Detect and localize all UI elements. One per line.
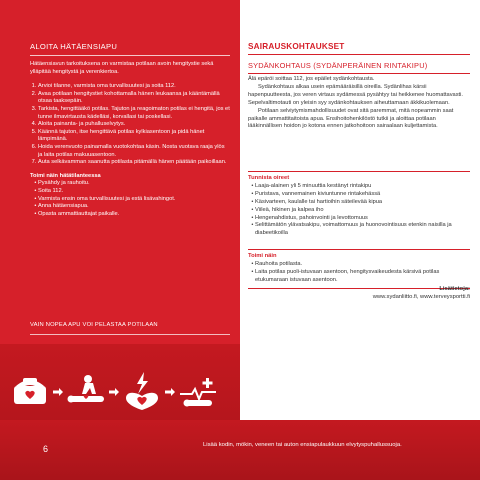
references — [373, 286, 470, 302]
section-body — [248, 76, 470, 131]
step-item: 6. Hoida verenvuoto painamalla vuotokohtaa käsin. Nosta vuotava raaja ylös ja laita potilas makuuasentoon. — [38, 144, 230, 159]
emergency-bullets — [30, 180, 230, 218]
references-label: Lisätietoja: — [439, 286, 470, 292]
symptoms-list — [248, 183, 470, 238]
symptoms-box — [248, 171, 470, 238]
defibrillator-icon — [122, 372, 162, 410]
section-title: SAIRAUSKOHTAUKSET — [248, 42, 345, 51]
references-links[interactable]: www.sydanliitto.fi, www.terveysportti.fi — [372, 293, 470, 300]
emergency-bullet: • Soita 112. — [38, 188, 230, 196]
quick-help-note: VAIN NOPEA APU VOI PELASTAA POTILAAN — [30, 322, 158, 328]
emergency-bullet: • Opasta ammattiauttajat paikalle. — [38, 211, 230, 219]
phone-icon — [10, 372, 50, 410]
body-paragraph: Sydänkohtaus alkaa usein epämääräisillä oireilla. Sydänlihas kärsii hapenpuutteesta, jos veren virtaus sydämessä pysähtyy tai heikkenee huomattavasti. Sepelvaltimotauti on yleisin syy sydänkohtauksen aiheuttamaan äkkikuolemaan. — [248, 83, 463, 106]
right-column — [248, 0, 470, 420]
symptom-item: • Viileä, hikinen ja kalpea iho — [255, 207, 470, 215]
emergency-bullet: • Varmista ensin oma turvallisuutesi ja estä lisävahingot. — [38, 196, 230, 204]
actions-list — [248, 261, 470, 285]
symptom-item: • Hengenahdistus, pahoinvointi ja levottomuus — [255, 215, 470, 223]
step-item: 4. Aloita painanta- ja puhalluselvytys. — [38, 121, 230, 129]
left-intro: Hätäensiavun tarkoituksena on varmistaa potilaan avoin hengitystie sekä ylläpitää hengitystä ja verenkiertoa. — [30, 61, 214, 75]
footer-band — [0, 420, 480, 480]
arrow-icon — [165, 388, 175, 396]
emergency-bullet: • Anna hätäensiapua. — [38, 203, 230, 211]
page-number: 6 — [43, 444, 49, 454]
actions-title: Toimi näin — [248, 253, 277, 259]
first-aid-steps — [30, 83, 230, 167]
emergency-subhead: Toimi näin hätätilanteessa — [30, 172, 101, 179]
left-title: ALOITA HÄTÄENSIAPU — [30, 42, 118, 51]
symptom-item: • Puristava, vannemainen kiviuntunne rintakehässä — [255, 191, 470, 199]
symptoms-title: Tunnista oireet — [248, 175, 290, 181]
body-paragraph: Älä epäröi soittaa 112, jos epäilet sydänkohtausta. — [248, 76, 375, 82]
footer-text: Lisää kodin, mökin, veneen tai auton ensiapulaukkuun elvytyspuhallussuoja. — [203, 442, 402, 448]
arrow-icon — [53, 388, 63, 396]
note-divider — [30, 334, 230, 335]
medical-care-icon — [178, 372, 218, 410]
actions-box — [248, 249, 470, 289]
step-item: 2. Avaa potilaan hengitystiet kohottamalla hänen leukaansa ja kääntämällä otsaa taaksepäin. — [38, 91, 230, 106]
action-item: • Laita potilas puoli-istuvaan asentoon, hengitysvaikeudesta kärsivä potilas etukumaraan istuvaan asentoon. — [255, 269, 470, 285]
step-item: 7. Auta selkävamman saanutta potilasta pitämällä hänen päätään paikoillaan. — [38, 159, 230, 167]
subtitle-divider — [248, 73, 470, 74]
step-item: 1. Arvioi tilanne, varmista oma turvallisuutesi ja soita 112. — [38, 83, 230, 91]
section-subtitle: SYDÄNKOHTAUS (SYDÄNPERÄINEN RINTAKIPU) — [248, 61, 428, 70]
step-item: 5. Käännä tajuton, itse hengittävä potilas kylkiasentoon ja pidä hänet lämpimänä. — [38, 129, 230, 144]
left-content — [30, 42, 230, 218]
body-paragraph: Potilaan selviytymismahdollisuudet ovat sitä paremmat, mitä nopeammin saat paikalle ammattitaitoista apua. Ensihoitohenkilöstö tutkii ja aloittaa potilaan lääkinnällisen hoidon jo kotona ennen jatkohoitoon sairaalaan kuljettamista. — [248, 107, 454, 130]
cpr-icon — [66, 372, 106, 410]
step-item: 3. Tarkista, hengittääkö potilas. Tajuton ja reagoimaton potilas ei hengitä, jos et tunne ilmavirtausta kädelläsi, korvallasi tai poskellasi. — [38, 106, 230, 121]
symptom-item: • Selittämätön ylävatsakipu, voimattomuus ja huonovointisuus etenkin naisilla ja diabeetikoilla — [255, 222, 470, 238]
action-item: • Rauhoita potilasta. — [255, 261, 470, 269]
symptom-item: • Laaja-alainen yli 5 minuuttia kestänyt rintakipu — [255, 183, 470, 191]
symptom-item: • Käsivarteen, kaulalle tai hartioihin säteilevää kipua — [255, 199, 470, 207]
section-title-divider — [248, 54, 470, 55]
emergency-bullet: • Pysähdy ja rauhoitu. — [38, 180, 230, 188]
left-title-divider — [30, 55, 230, 56]
arrow-icon — [109, 388, 119, 396]
